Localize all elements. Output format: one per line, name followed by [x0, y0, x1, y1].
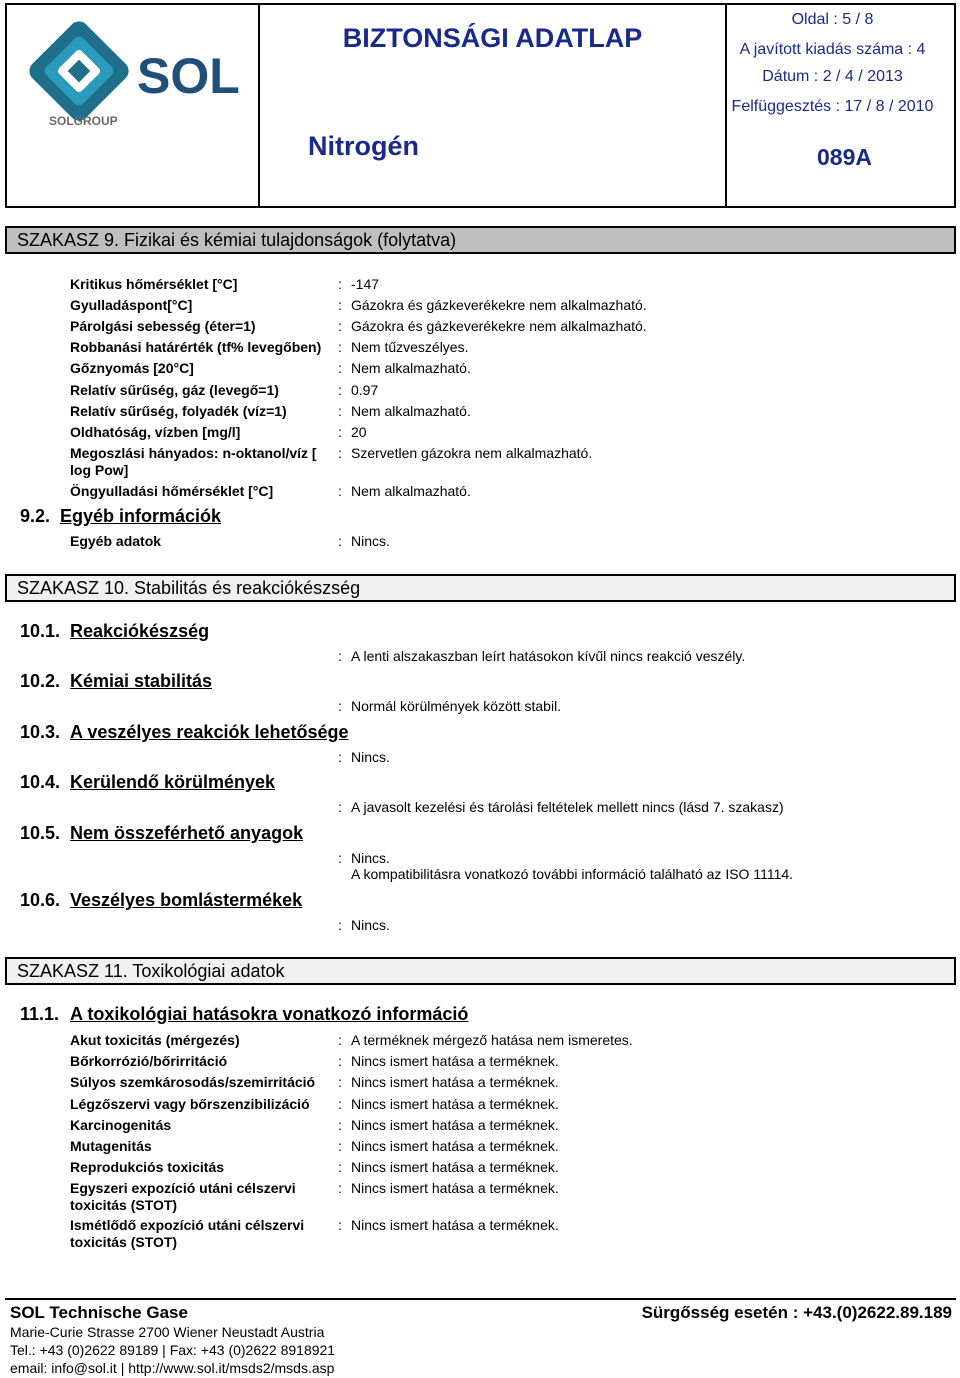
property-label: Bőrkorrózió/bőrirritáció — [70, 1053, 228, 1069]
colon: : — [338, 533, 342, 549]
property-label: Robbanási határérték (tf% levegőben) — [70, 339, 322, 355]
subsection-number: 10.6. — [20, 890, 61, 910]
colon: : — [338, 1138, 342, 1154]
logo-cell — [7, 5, 260, 206]
property-label: Akut toxicitás (mérgezés) — [70, 1032, 240, 1048]
subsection-10-2 — [20, 671, 212, 692]
colon: : — [338, 339, 342, 355]
property-value: Nincs ismert hatása a terméknek. — [351, 1180, 559, 1196]
colon: : — [338, 424, 342, 440]
subsection-title: Nem összeférhető anyagok — [70, 823, 304, 843]
subsection-title: A veszélyes reakciók lehetősége — [70, 722, 349, 742]
subsection-10-5 — [20, 823, 303, 844]
colon: : — [338, 799, 342, 815]
subsection-number: 10.4. — [20, 772, 61, 792]
subsection-title: Veszélyes bomlástermékek — [70, 890, 303, 910]
subsection-title: Kerülendő körülmények — [70, 772, 276, 792]
footer-phone: Tel.: +43 (0)2622 89189 | Fax: +43 (0)2622 8918921 — [10, 1342, 336, 1358]
property-value: Nincs ismert hatása a terméknek. — [351, 1159, 559, 1175]
colon: : — [338, 1159, 342, 1175]
subsection-number: 10.3. — [20, 722, 61, 742]
property-value: Gázokra és gázkeverékekre nem alkalmazható. — [351, 318, 647, 334]
logo-subtext: SOLGROUP — [49, 114, 118, 128]
colon: : — [338, 749, 342, 765]
property-label: Karcinogenitás — [70, 1117, 172, 1133]
subsection-number: 10.5. — [20, 823, 61, 843]
property-label: Öngyulladási hőmérséklet [°C] — [70, 483, 274, 499]
property-label: Kritikus hőmérséklet [°C] — [70, 276, 238, 292]
property-label: Oldhatóság, vízben [mg/l] — [70, 424, 241, 440]
section-11-title: SZAKASZ 11. Toxikológiai adatok — [5, 957, 956, 985]
colon: : — [338, 648, 342, 664]
property-value: Nincs. — [351, 533, 390, 549]
revision-number: A javított kiadás száma : 4 — [739, 41, 926, 58]
property-value: Nem alkalmazható. — [351, 403, 471, 419]
section-10-title: SZAKASZ 10. Stabilitás és reakciókészség — [5, 574, 956, 602]
property-value: A javasolt kezelési és tárolási feltételek mellett nincs (lásd 7. szakasz) — [351, 799, 784, 815]
colon: : — [338, 445, 342, 461]
property-label: Relatív sűrűség, folyadék (víz=1) — [70, 403, 287, 419]
property-value: Nincs ismert hatása a terméknek. — [351, 1117, 559, 1133]
property-value: Nincs ismert hatása a terméknek. — [351, 1138, 559, 1154]
property-value: Nincs. — [351, 917, 390, 933]
product-name: Nitrogén — [308, 131, 419, 161]
property-value: 0.97 — [351, 382, 379, 398]
colon: : — [338, 1217, 342, 1233]
footer-address: Marie-Curie Strasse 2700 Wiener Neustadt Austria — [10, 1324, 325, 1340]
property-label: Ismétlődő expozíció utáni célszervi toxicitás (STOT) — [70, 1217, 305, 1250]
property-value: Nincs. — [351, 850, 390, 866]
colon: : — [338, 1096, 342, 1112]
footer-email: email: info@sol.it | http://www.sol.it/msds2/msds.asp — [10, 1360, 335, 1376]
property-value: -147 — [351, 276, 380, 292]
subsection-10-4 — [20, 772, 275, 793]
colon: : — [338, 698, 342, 714]
colon: : — [338, 403, 342, 419]
colon: : — [338, 1032, 342, 1048]
product-code: 089A — [817, 144, 872, 170]
subsection-10-6 — [20, 890, 302, 911]
supersedes-date: Felfüggesztés : 17 / 8 / 2010 — [731, 98, 934, 115]
property-value: Nincs ismert hatása a terméknek. — [351, 1053, 559, 1069]
footer-emergency-phone: Sürgősség esetén : +43.(0)2622.89.189 — [641, 1303, 952, 1322]
subsection-number: 11.1. — [20, 1004, 60, 1024]
subsection-title: Egyéb információk — [60, 506, 222, 526]
property-value: Gázokra és gázkeverékekre nem alkalmazható. — [351, 297, 647, 313]
property-label: Reprodukciós toxicitás — [70, 1159, 225, 1175]
property-label: Gőznyomás [20°C] — [70, 360, 194, 376]
colon: : — [338, 483, 342, 499]
colon: : — [338, 1180, 342, 1196]
colon: : — [338, 1074, 342, 1090]
subsection-number: 10.2. — [20, 671, 61, 691]
subsection-title: Kémiai stabilitás — [70, 671, 213, 691]
sol-logo — [19, 11, 259, 131]
subsection-11-1 — [20, 1004, 468, 1025]
property-label: Egyszeri expozíció utáni célszervi toxicitás (STOT) — [70, 1180, 296, 1213]
property-value: Nincs ismert hatása a terméknek. — [351, 1217, 559, 1233]
property-value: Nem alkalmazható. — [351, 483, 471, 499]
footer-divider — [5, 1298, 956, 1300]
colon: : — [338, 360, 342, 376]
subsection-10-3 — [20, 722, 349, 743]
property-value: Nem alkalmazható. — [351, 360, 471, 376]
property-label: Gyulladáspont[°C] — [70, 297, 193, 313]
property-label: Párolgási sebesség (éter=1) — [70, 318, 256, 334]
colon: : — [338, 917, 342, 933]
property-value: Nincs. — [351, 749, 390, 765]
property-value: Nincs ismert hatása a terméknek. — [351, 1096, 559, 1112]
logo-text: SOL — [137, 48, 240, 104]
property-label: Légzőszervi vagy bőrszenzibilizáció — [70, 1096, 310, 1112]
property-label: Egyéb adatok — [70, 533, 162, 549]
property-label: Mutagenitás — [70, 1138, 152, 1154]
colon: : — [338, 850, 342, 866]
colon: : — [338, 382, 342, 398]
subsection-number: 10.1. — [20, 621, 61, 641]
subsection-9-2 — [20, 506, 221, 527]
colon: : — [338, 1117, 342, 1133]
property-value: Normál körülmények között stabil. — [351, 698, 562, 714]
property-value: 20 — [351, 424, 367, 440]
property-value: A terméknek mérgező hatása nem ismeretes. — [351, 1032, 633, 1048]
property-label: Relatív sűrűség, gáz (levegő=1) — [70, 382, 279, 398]
subsection-number: 9.2. — [20, 506, 51, 526]
footer-company: SOL Technische Gase — [10, 1303, 188, 1322]
page-number: Oldal : 5 / 8 — [791, 11, 874, 28]
property-value: Szervetlen gázokra nem alkalmazható. — [351, 445, 593, 461]
revision-date: Dátum : 2 / 4 / 2013 — [762, 68, 903, 85]
document-title: BIZTONSÁGI ADATLAP — [342, 23, 643, 53]
info-cell — [727, 5, 954, 206]
colon: : — [338, 297, 342, 313]
colon: : — [338, 1053, 342, 1069]
property-label: Megoszlási hányados: n-oktanol/víz [ log Pow] — [70, 445, 317, 478]
property-value: A kompatibilitásra vonatkozó további információ található az ISO 11114. — [351, 866, 794, 882]
property-value: Nincs ismert hatása a terméknek. — [351, 1074, 559, 1090]
title-cell — [260, 5, 727, 206]
property-value: Nem tűzveszélyes. — [351, 339, 469, 355]
section-9-title: SZAKASZ 9. Fizikai és kémiai tulajdonságok (folytatva) — [5, 226, 956, 254]
subsection-title: A toxikológiai hatásokra vonatkozó információ — [70, 1004, 469, 1024]
document-header — [5, 3, 956, 208]
colon: : — [338, 318, 342, 334]
colon: : — [338, 276, 342, 292]
subsection-10-1 — [20, 621, 209, 642]
property-value: A lenti alszakaszban leírt hatásokon kívűl nincs reakció veszély. — [351, 648, 746, 664]
property-label: Súlyos szemkárosodás/szemirritáció — [70, 1074, 316, 1090]
subsection-title: Reakciókészség — [70, 621, 210, 641]
